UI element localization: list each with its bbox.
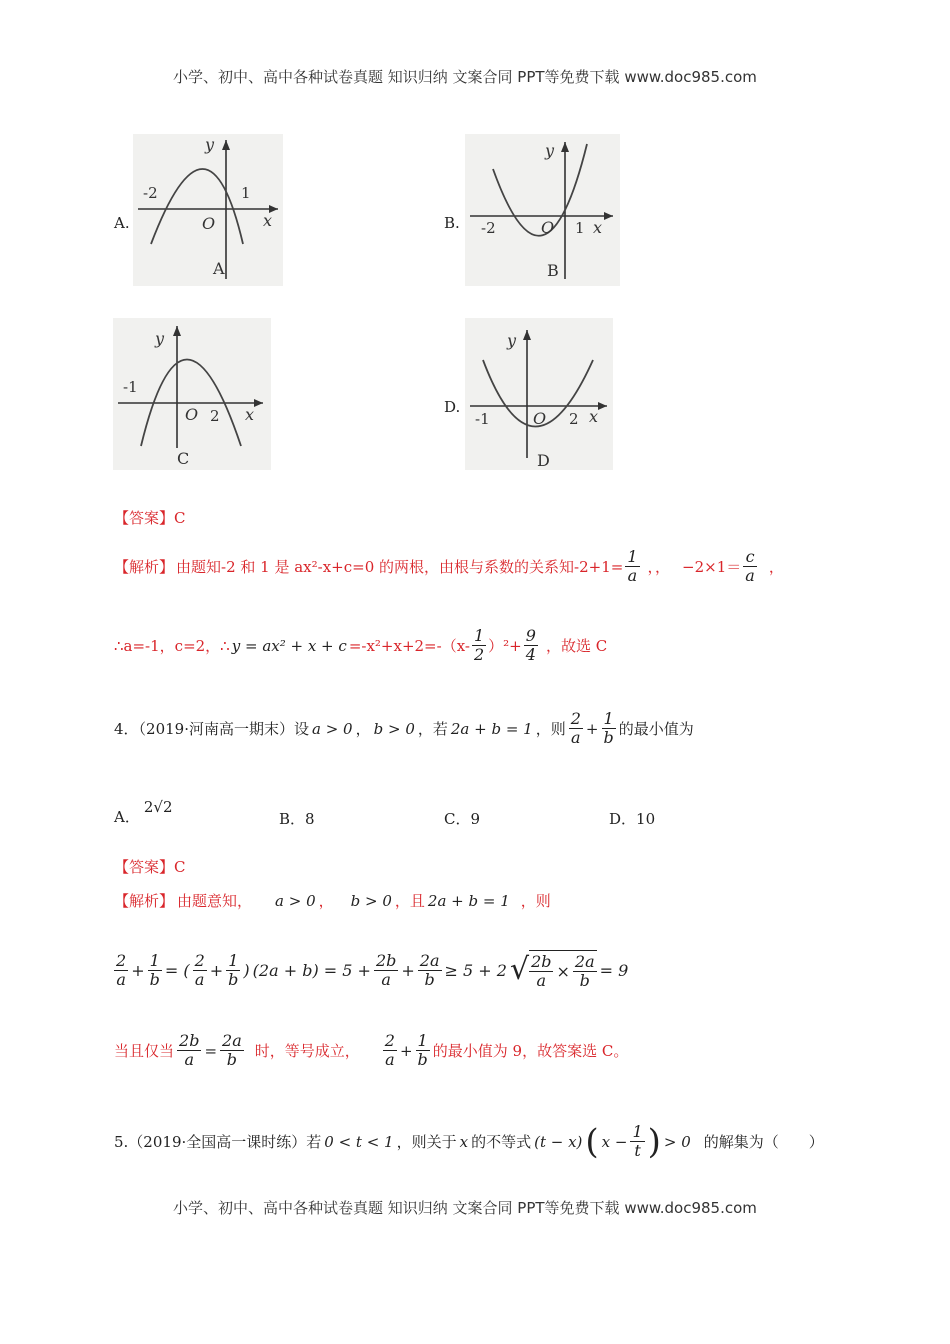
root-left-label: -2: [481, 219, 496, 237]
product-expansion: (2a + b) = 5 +: [252, 960, 371, 980]
conclusion-text: ，故选 C: [545, 637, 608, 655]
q4-equality-condition: 当且仅当 $\frac{2b}{a}$ = $\frac{2a}{b}$ 时，等号成立， $\frac{2}{a}$ + $\frac{1}{b}$ 的最小值为 9，故答案选 C。: [114, 1031, 629, 1069]
answer-value: C: [174, 509, 186, 527]
condition-sum: 2a + b = 1: [427, 891, 510, 910]
condition-sum: 2a + b = 1: [450, 719, 533, 738]
q3-analysis-line1: [114, 548, 784, 585]
q5-stem-about: ，则关于: [396, 1133, 457, 1151]
condition-b-positive: b > 0: [373, 719, 415, 738]
condition-a-positive: a > 0: [275, 891, 316, 910]
fraction-1-over-a: $\frac{1}{a}$: [627, 547, 638, 585]
q4-stem-suffix: 的最小值为: [618, 720, 694, 738]
x-axis-label: x: [589, 407, 599, 426]
result-text: = 9: [599, 960, 629, 980]
x-axis-arrow: [598, 402, 607, 410]
x-axis-label: x: [263, 211, 273, 230]
answer-value: C: [174, 858, 186, 876]
graph-option-c: [113, 318, 271, 470]
fraction-1-over-t: $\frac{1}{t}$: [632, 1122, 643, 1160]
figure-caption: A: [213, 259, 225, 278]
root-right-label: 1: [241, 184, 251, 202]
variable-x: x: [459, 1132, 469, 1151]
fraction-1-over-b: $\frac{1}{b}$: [417, 1031, 428, 1069]
q4-choice-d[interactable]: [609, 808, 655, 829]
x-axis-label: x: [245, 405, 255, 424]
choice-text: 2√2: [143, 798, 173, 816]
fraction-1-over-b: $\frac{1}{b}$: [603, 709, 614, 747]
q4-analysis-line: 【解析】 由题意知， a > 0 ， b > 0 ，且 2a + b = 1 ，则: [114, 891, 551, 910]
figure-caption: D: [537, 451, 550, 470]
parabola-curve: [493, 144, 587, 236]
function-expression: y = ax² + x + c: [231, 636, 347, 655]
analysis-text: 由题知-2 和 1 是 ax²-x+c=0 的两根，由根与系数的关系知-2+1=: [176, 558, 624, 576]
root-right-label: 2: [569, 410, 579, 428]
fraction-2b-over-a: $\frac{2b}{a}$: [375, 950, 397, 989]
expansion-text: =-x²+x+2=-（x-: [348, 637, 470, 655]
choice-letter: B．: [279, 810, 306, 828]
root-left-label: -2: [143, 184, 158, 202]
fraction-2-over-a: $\frac{2}{a}$: [570, 709, 581, 747]
choice-text: 9: [470, 810, 481, 828]
graph-option-d: [465, 318, 613, 470]
x-axis-label: x: [593, 218, 603, 237]
root-left-label: -1: [123, 378, 138, 396]
q4-choice-a[interactable]: [114, 798, 173, 827]
fraction-2-over-a: $\frac{2}{a}$: [116, 950, 127, 989]
condition-t-range: 0 < t < 1: [324, 1132, 394, 1151]
analysis-label: 【解析】: [114, 558, 175, 576]
fraction-2-over-a: $\frac{2}{a}$: [194, 950, 205, 989]
choice-text: 8: [305, 810, 315, 828]
answer-label: 【答案】: [114, 858, 175, 876]
comma: ，: [768, 558, 784, 576]
analysis-text: 由题意知，: [177, 892, 253, 910]
parabola-curve: [151, 169, 243, 244]
separator: ，，: [647, 558, 671, 576]
factor-t-minus-x: (t − x): [534, 1132, 583, 1151]
figure-caption: C: [177, 449, 190, 468]
condition-a-positive: a > 0: [312, 719, 353, 738]
greater-than-zero: > 0: [663, 1132, 691, 1151]
q4-answer: [114, 856, 186, 877]
fraction-1-over-2: $\frac{1}{2}$: [473, 626, 485, 664]
option-d-letter: D.: [444, 398, 461, 416]
condition-b-positive: b > 0: [350, 891, 392, 910]
y-axis-arrow: [173, 326, 181, 336]
graph-option-b: [465, 134, 620, 286]
origin-label: O: [533, 409, 547, 428]
q3-analysis-line2: [114, 627, 607, 664]
fraction-1-over-b: $\frac{1}{b}$: [149, 950, 160, 989]
root-right-label: 1: [575, 219, 585, 237]
fraction-1-over-b: $\frac{1}{b}$: [228, 950, 239, 989]
product-text: −2×1＝: [682, 558, 742, 576]
analysis-and: ，且: [394, 892, 425, 910]
graph-option-a: [133, 134, 283, 286]
q5-stem: 5.（2019·全国高一课时练）若 0 < t < 1 ，则关于 x 的不等式 (t − x) ( x − $\frac{1}{t}$ ) > 0 的解集为（ ）: [114, 1121, 824, 1162]
page-header: 小学、初中、高中各种试卷真题 知识归纳 文案合同 PPT等免费下载 www.doc985.com: [173, 68, 757, 86]
q5-stem-suffix: 的解集为（ ）: [703, 1133, 824, 1151]
origin-label: O: [185, 405, 199, 424]
y-axis-label: y: [155, 329, 165, 348]
option-b-letter: B.: [444, 214, 460, 232]
origin-label: O: [202, 214, 216, 233]
fraction-c-over-a: $\frac{c}{a}$: [745, 547, 755, 585]
fraction-2-over-a: $\frac{2}{a}$: [384, 1031, 395, 1069]
y-axis-label: y: [545, 141, 555, 160]
page-footer: 小学、初中、高中各种试卷真题 知识归纳 文案合同 PPT等免费下载 www.doc985.com: [173, 1199, 757, 1217]
option-a-letter: A.: [114, 214, 130, 232]
q4-stem-prefix: 4．（2019·河南高一期末）设: [114, 720, 309, 738]
q4-stem-then: ，则: [535, 720, 566, 738]
min-value-text: 的最小值为 9，故答案选 C。: [432, 1042, 629, 1060]
ge-text: ≥ 5 + 2: [444, 960, 507, 980]
equality-text: 时，等号成立，: [254, 1042, 360, 1060]
therefore-text: ∴a=-1，c=2，∴: [114, 637, 230, 655]
choice-letter: A．: [114, 808, 140, 826]
choice-text: 10: [636, 810, 656, 828]
q4-stem: 4．（2019·河南高一期末）设 a > 0 ， b > 0 ，若 2a + b = 1 ，则 $\frac{2}{a}$ + $\frac{1}{b}$ 的最小值为: [114, 709, 694, 747]
q4-choice-c[interactable]: [444, 808, 480, 829]
y-axis-label: y: [205, 135, 215, 154]
x-axis-arrow: [604, 212, 613, 220]
q3-answer: [114, 507, 186, 528]
q4-stem-if: ，若: [417, 720, 448, 738]
choice-letter: C．: [444, 810, 471, 828]
iff-text: 当且仅当: [114, 1042, 175, 1060]
fraction-2a-over-b: $\frac{2a}{b}$: [222, 1031, 242, 1069]
square-plus: ）²+: [488, 637, 522, 655]
fraction-2a-over-b: $\frac{2a}{b}$: [419, 950, 440, 989]
y-axis-arrow: [561, 142, 569, 152]
sqrt-expression: √ $\frac{2b}{a}$ × $\frac{2a}{b}$: [509, 952, 595, 990]
y-axis-arrow: [523, 330, 531, 340]
root-right-label: 2: [210, 407, 220, 425]
choice-letter: D．: [609, 810, 637, 828]
q4-choice-b[interactable]: [279, 808, 315, 829]
analysis-label: 【解析】: [114, 892, 175, 910]
fraction-2b-over-a: $\frac{2b}{a}$: [179, 1031, 200, 1069]
q5-stem-ineq: 的不等式: [471, 1133, 532, 1151]
factor-x-minus: x −: [601, 1132, 628, 1151]
origin-label: O: [541, 218, 555, 237]
analysis-then: ，则: [520, 892, 551, 910]
q5-stem-prefix: 5.（2019·全国高一课时练）若: [114, 1133, 322, 1151]
root-left-label: -1: [475, 410, 490, 428]
figure-caption: B: [547, 261, 559, 280]
answer-label: 【答案】: [114, 509, 175, 527]
x-axis-arrow: [254, 399, 263, 407]
fraction-9-over-4: $\frac{9}{4}$: [525, 626, 536, 664]
q4-inequality-chain: $\frac{2}{a}$ + $\frac{1}{b}$ = ( $\frac{2}{a}$ + $\frac{1}{b}$ ) (2a + b) = 5 + $\frac{2b}{a}$ + $\frac{2a}{b}$ ≥ 5 + 2 √ $\frac{2b}{a}$ × $\frac{2a}{b}$ = 9: [116, 950, 629, 990]
y-axis-arrow: [222, 140, 230, 150]
y-axis-label: y: [507, 331, 517, 350]
